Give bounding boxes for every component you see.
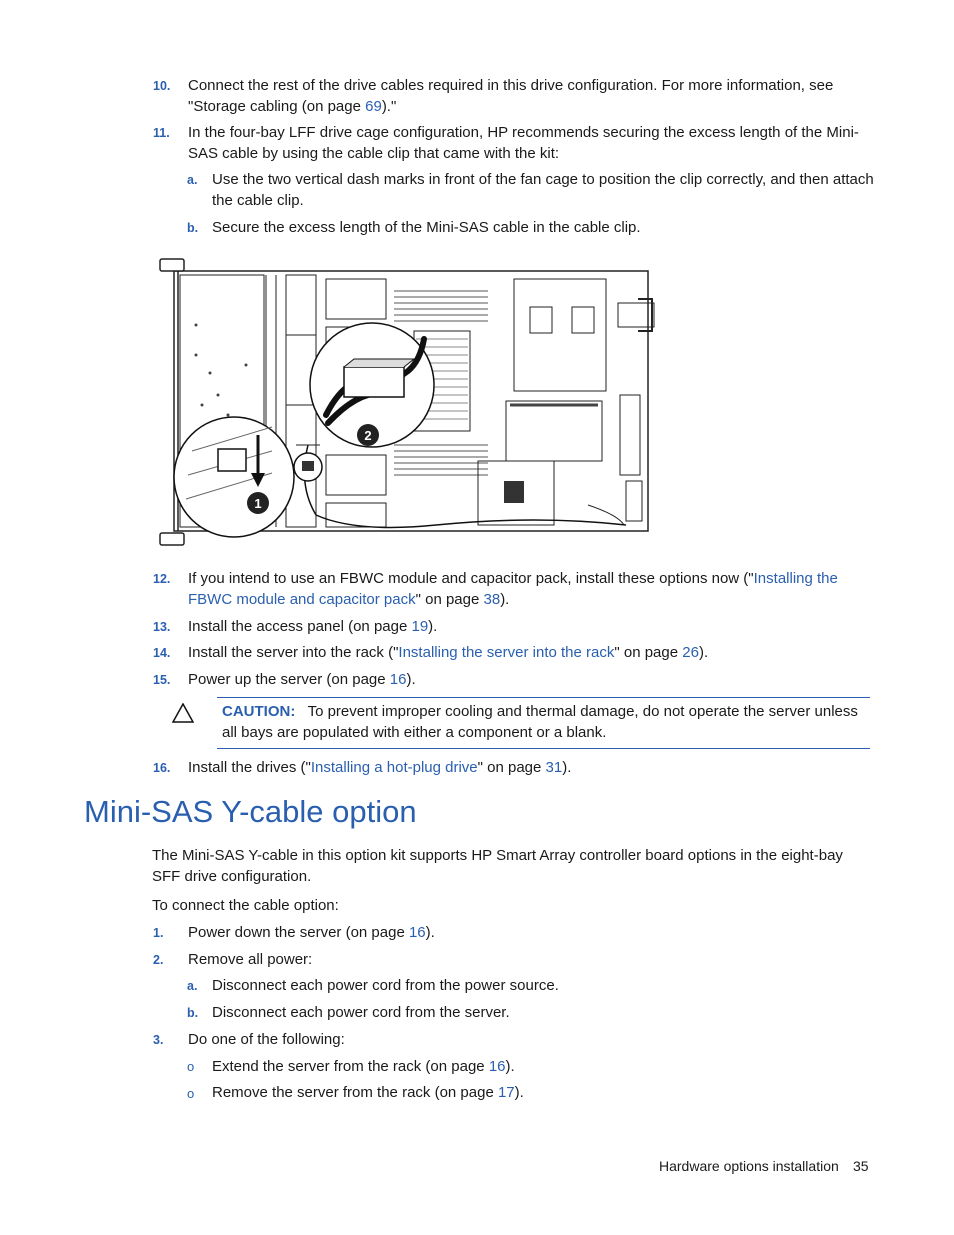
cross-reference-link[interactable]: Installing the FBWC module and capacitor pack bbox=[188, 570, 838, 608]
bullet-3-extend-text bbox=[212, 1056, 877, 1077]
substep-letter: a. bbox=[187, 979, 198, 993]
substep-2b-text: Disconnect each power cord from the server. bbox=[212, 1004, 510, 1021]
caution-top-rule bbox=[217, 697, 870, 698]
step-15-text bbox=[188, 669, 878, 690]
callout-1: 1 bbox=[254, 496, 262, 511]
substep-letter: b. bbox=[187, 221, 199, 235]
cross-reference-link[interactable]: 19 bbox=[411, 618, 429, 635]
bullet-marker: o bbox=[187, 1059, 195, 1074]
caution-text-block bbox=[222, 701, 872, 743]
text-run: ). bbox=[562, 759, 572, 776]
step-13-text bbox=[188, 616, 878, 637]
text-run: Install the server into the rack (" bbox=[188, 644, 399, 661]
text-run: Remove all power: bbox=[188, 951, 313, 968]
text-run: Extend the server from the rack (on page bbox=[212, 1058, 489, 1075]
step-16-text bbox=[188, 757, 878, 778]
text-run: Remove the server from the rack (on page bbox=[212, 1084, 498, 1101]
step-number: 12. bbox=[153, 572, 171, 586]
text-run: Power down the server (on page bbox=[188, 924, 409, 941]
text-run: ). bbox=[500, 591, 510, 608]
cross-reference-link[interactable]: 16 bbox=[389, 671, 407, 688]
text-run: )." bbox=[381, 98, 397, 115]
text-run: ). bbox=[698, 644, 709, 661]
text-run: ). bbox=[428, 618, 438, 635]
text-run: Install the access panel (on page bbox=[188, 618, 412, 635]
cross-reference-link[interactable]: 16 bbox=[408, 924, 426, 941]
text-run: Install the drives (" bbox=[188, 759, 311, 776]
substep-2a-text: Disconnect each power cord from the power source. bbox=[212, 977, 559, 994]
cross-reference-link[interactable]: 26 bbox=[682, 644, 699, 661]
text-run: In the four-bay LFF drive cage configuration, HP recommends securing the excess length of the Mini-SAS cable by using the cable clip that came with the kit: bbox=[188, 124, 859, 162]
text-run: Connect the rest of the drive cables required in this drive configuration. For more information, see "Storage cabling (on page bbox=[188, 77, 834, 115]
text-run: Power up the server (on page bbox=[188, 671, 390, 688]
footer-page-number: 35 bbox=[853, 1158, 869, 1174]
substep-11b-text: Secure the excess length of the Mini-SAS cable in the cable clip. bbox=[212, 219, 641, 236]
step-12-text bbox=[188, 568, 878, 610]
text-run: Do one of the following: bbox=[188, 1031, 345, 1048]
cross-reference-link[interactable]: 38 bbox=[483, 591, 501, 608]
footer-section-name: Hardware options installation bbox=[659, 1158, 839, 1174]
step-number: 2. bbox=[153, 953, 164, 967]
cross-reference-link[interactable]: 69 bbox=[365, 98, 382, 115]
cross-reference-link[interactable]: 31 bbox=[545, 759, 563, 776]
cross-reference-link[interactable]: 16 bbox=[488, 1058, 506, 1075]
step-number: 3. bbox=[153, 1033, 164, 1047]
server-cable-clip-figure bbox=[158, 255, 656, 555]
step-number: 10. bbox=[153, 79, 171, 93]
cross-reference-link[interactable]: Installing a hot-plug drive bbox=[310, 759, 478, 776]
callout-2: 2 bbox=[364, 428, 372, 443]
substep-letter: a. bbox=[187, 173, 198, 187]
text-run: ). bbox=[406, 671, 416, 688]
step-11-text bbox=[188, 122, 878, 164]
step-10-text bbox=[188, 75, 878, 117]
section-intro: The Mini-SAS Y-cable in this option kit supports HP Smart Array controller board options in the eight-bay SFF drive configuration. bbox=[152, 847, 843, 885]
step-1-text bbox=[188, 922, 878, 943]
caution-triangle-icon bbox=[172, 703, 194, 723]
section-title: Mini-SAS Y-cable option bbox=[84, 794, 417, 829]
caution-bottom-rule bbox=[217, 748, 870, 749]
text-run: " on page bbox=[614, 644, 683, 661]
step-number: 11. bbox=[153, 126, 170, 140]
step-number: 16. bbox=[153, 761, 171, 775]
cross-reference-link[interactable]: Installing the server into the rack bbox=[398, 644, 615, 661]
section-lead: To connect the cable option: bbox=[152, 897, 339, 914]
bullet-3-remove-text bbox=[212, 1082, 877, 1103]
step-number: 1. bbox=[153, 926, 164, 940]
caution-text: To prevent improper cooling and thermal damage, do not operate the server unless all bays are populated with either a component or a blank. bbox=[222, 703, 858, 741]
text-run: " on page bbox=[415, 591, 484, 608]
text-run: ). bbox=[505, 1058, 515, 1075]
cross-reference-link[interactable]: 17 bbox=[497, 1084, 515, 1101]
step-14-text bbox=[188, 642, 878, 663]
text-run: ). bbox=[514, 1084, 524, 1101]
substep-11a-text: Use the two vertical dash marks in front of the fan cage to position the clip correctly, and then attach the cable clip. bbox=[212, 171, 874, 209]
text-run: " on page bbox=[477, 759, 546, 776]
step-number: 13. bbox=[153, 620, 171, 634]
caution-label: CAUTION: bbox=[222, 703, 296, 720]
step-3-text bbox=[188, 1029, 878, 1050]
substep-letter: b. bbox=[187, 1006, 199, 1020]
step-2-text bbox=[188, 949, 878, 970]
step-number: 15. bbox=[153, 673, 171, 687]
text-run: ). bbox=[425, 924, 435, 941]
bullet-marker: o bbox=[187, 1086, 195, 1101]
text-run: If you intend to use an FBWC module and capacitor pack, install these options now (" bbox=[188, 570, 754, 587]
step-number: 14. bbox=[153, 646, 171, 660]
